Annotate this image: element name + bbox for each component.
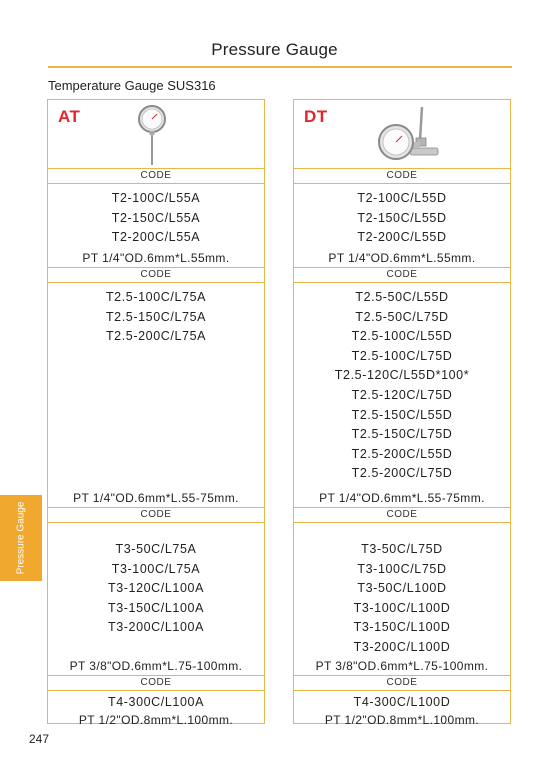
dt-code-item: T2.5-200C/L55D (351, 446, 453, 461)
dt-code-item: T2-150C/L55D (357, 210, 447, 225)
at-code-item: T2.5-150C/L75A (105, 309, 207, 324)
dt-code-item: T3-100C/L75D (357, 561, 447, 576)
dt-code-header-4: CODE (294, 676, 510, 691)
side-chapter-tab (0, 495, 42, 581)
dt-header (294, 100, 510, 169)
at-code-header-3: CODE (48, 508, 264, 523)
at-code-item: T2.5-200C/L75A (105, 329, 207, 344)
dt-code-item: T3-150C/L100D (353, 620, 451, 635)
dt-section-t4 (294, 691, 510, 729)
at-code-header-4: CODE (48, 676, 264, 691)
dt-code-header-3: CODE (294, 508, 510, 523)
dt-code-item: T2.5-50C/L75D (355, 309, 449, 324)
at-spec-t2: PT 1/4"OD.6mm*L.55mm. (82, 251, 230, 265)
page-title: Pressure Gauge (211, 40, 338, 59)
dt-column (293, 99, 511, 727)
dt-spec-t2: PT 1/4"OD.6mm*L.55mm. (328, 251, 476, 265)
at-section-t25 (48, 283, 264, 508)
dt-label: DT (304, 107, 328, 126)
dt-code-item: T2.5-200C/L75D (351, 466, 453, 481)
at-code-item: T3-200C/L100A (107, 620, 205, 635)
at-code-item: T2.5-100C/L75A (105, 290, 207, 304)
dt-code-item: T2.5-120C/L55D*100* (334, 368, 470, 383)
dt-spec-t3: PT 3/8"OD.6mm*L.75-100mm. (315, 659, 489, 673)
dt-code-item: T2.5-150C/L55D (351, 407, 453, 422)
dt-code-item: T3-50C/L75D (361, 542, 443, 556)
dt-spec-t25: PT 1/4"OD.6mm*L.55-75mm. (319, 491, 485, 505)
at-spec-t25: PT 1/4"OD.6mm*L.55-75mm. (73, 491, 239, 505)
at-code-item: T2-150C/L55A (111, 210, 201, 225)
side-tab-label: Pressure Gauge (15, 501, 27, 575)
dt-code-item: T2.5-50C/L55D (355, 290, 449, 304)
at-code-item: T3-150C/L100A (107, 600, 205, 615)
at-code-header-2: CODE (48, 268, 264, 283)
dt-code-header-2: CODE (294, 268, 510, 283)
dt-code-item: T3-50C/L100D (357, 581, 447, 596)
at-code-item: T3-50C/L75A (115, 542, 197, 556)
dt-code-item: T4-300C/L100D (353, 695, 451, 709)
dt-code-item: T2-200C/L55D (357, 230, 447, 245)
at-code-item: T4-300C/L100A (107, 695, 205, 709)
at-code-item: T2-100C/L55A (111, 191, 201, 205)
dt-code-item: T2.5-150C/L75D (351, 427, 453, 442)
bimetal-gauge-back-mount-icon (135, 104, 169, 166)
bimetal-gauge-adjustable-angle-icon (372, 104, 442, 164)
at-column (47, 99, 265, 727)
at-section-t3 (48, 523, 264, 676)
at-code-header-1: CODE (48, 169, 264, 184)
at-section-t4 (48, 691, 264, 729)
dt-code-item: T3-200C/L100D (353, 639, 451, 654)
at-section-t2 (48, 184, 264, 268)
at-code-item: T3-100C/L75A (111, 561, 201, 576)
dt-section-t25 (294, 283, 510, 508)
dt-code-item: T3-100C/L100D (353, 600, 451, 615)
dt-section-t2 (294, 184, 510, 268)
at-spec-t4: PT 1/2"OD.8mm*L.100mm. (78, 713, 234, 727)
dt-code-item: T2.5-100C/L75D (351, 348, 453, 363)
at-code-item: T2-200C/L55A (111, 230, 201, 245)
dt-code-item: T2.5-120C/L75D (351, 387, 453, 402)
at-code-item: T3-120C/L100A (107, 581, 205, 596)
at-spec-t3: PT 3/8"OD.6mm*L.75-100mm. (69, 659, 243, 673)
dt-code-item: T2-100C/L55D (357, 191, 447, 205)
title-divider (48, 66, 512, 68)
dt-code-header-1: CODE (294, 169, 510, 184)
at-label: AT (58, 107, 81, 126)
page-number: 247 (29, 732, 50, 746)
dt-section-t3 (294, 523, 510, 676)
at-header (48, 100, 264, 169)
dt-code-item: T2.5-100C/L55D (351, 329, 453, 344)
dt-spec-t4: PT 1/2"OD.8mm*L.100mm. (324, 713, 480, 727)
section-subtitle: Temperature Gauge SUS316 (48, 78, 216, 93)
